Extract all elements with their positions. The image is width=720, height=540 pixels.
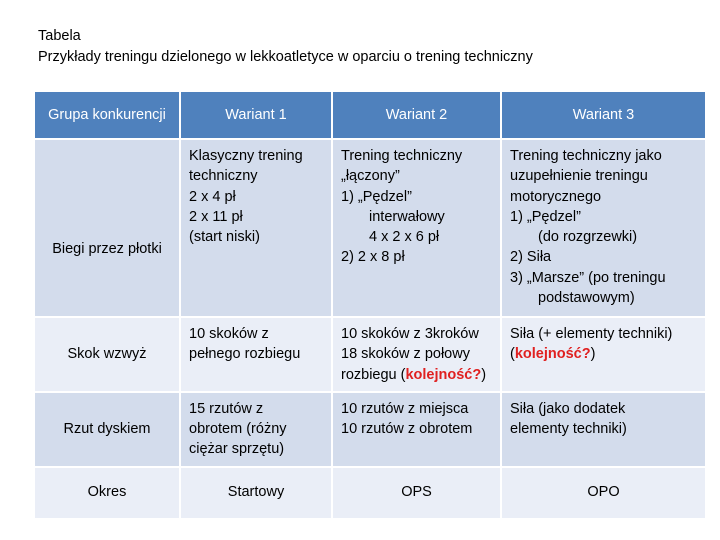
table-row (34, 392, 706, 467)
text-line: pełnego rozbiegu (189, 346, 301, 363)
order-question: kolejność? (514, 346, 591, 363)
variant3-cell (501, 467, 706, 519)
variant3-cell (501, 392, 706, 467)
text-line: 10 rzutów z miejsca (341, 400, 469, 417)
text-line: Klasyczny trening (189, 148, 303, 164)
text-line: 4 x 2 x 6 pł (369, 229, 440, 246)
group-cell (34, 467, 180, 519)
text-fragment: ) (481, 366, 487, 383)
group-label: Skok wzwyż (67, 346, 147, 363)
text-line: 1) „Pędzel” (341, 188, 412, 205)
text-line: 3) „Marsze” (po treningu (510, 269, 666, 286)
table-caption (38, 26, 533, 68)
text-line: ciężar sprzętu) (189, 441, 285, 458)
variant2-cell (332, 392, 501, 467)
table-row (34, 317, 706, 392)
variant3-cell (501, 139, 706, 317)
group-label: Okres (87, 483, 127, 500)
text-line: (do rozgrzewki) (538, 229, 638, 246)
text-line: 18 skoków z połowy (341, 346, 470, 363)
group-label: Rzut dyskiem (63, 421, 151, 438)
text-line: 10 skoków z 3kroków (341, 326, 479, 342)
variant2-cell (332, 139, 501, 317)
table-row (34, 139, 706, 317)
text-fragment: ( (510, 346, 515, 363)
variant2-cell (332, 317, 501, 392)
header-variant-1: Wariant 1 (180, 91, 332, 139)
text-line: 2) Siła (510, 249, 552, 266)
text-line: 15 rzutów z (189, 400, 264, 417)
variant1-cell (180, 139, 332, 317)
text-line (341, 365, 494, 385)
group-cell (34, 392, 180, 467)
group-cell (34, 317, 180, 392)
header-row (34, 91, 706, 139)
header-variant-2: Wariant 2 (332, 91, 501, 139)
text-line: uzupełnienie treningu (510, 168, 648, 185)
period-value: OPO (587, 483, 620, 500)
order-question: kolejność? (405, 366, 482, 383)
text-line: elementy techniki) (510, 421, 627, 438)
variant1-cell (180, 392, 332, 467)
period-value: Startowy (227, 483, 285, 500)
group-label: Biegi przez płotki (52, 240, 162, 257)
text-line: Trening techniczny jako (510, 148, 662, 164)
text-line: motorycznego (510, 188, 602, 205)
text-line: interwałowy (369, 208, 445, 225)
period-value: OPS (401, 483, 432, 500)
text-line: „łączony” (341, 168, 400, 185)
table-row (34, 467, 706, 519)
text-fragment: ) (590, 346, 596, 363)
text-line: Trening techniczny (341, 148, 463, 164)
text-line: 10 skoków z (189, 326, 269, 342)
text-line: 2 x 4 pł (189, 188, 236, 205)
text-line: obrotem (różny (189, 421, 287, 438)
text-line: techniczny (189, 168, 258, 185)
caption-title: Przykłady treningu dzielonego w lekkoatletyce w oparciu o trening techniczny (38, 49, 533, 65)
header-variant-3: Wariant 3 (501, 91, 706, 139)
variant3-cell (501, 317, 706, 392)
training-table (33, 90, 707, 520)
variant2-cell (332, 467, 501, 519)
text-fragment: rozbiegu ( (341, 366, 406, 383)
text-line: Siła (+ elementy techniki) (510, 326, 673, 342)
variant1-cell (180, 317, 332, 392)
text-line: 2) 2 x 8 pł (341, 249, 405, 266)
text-line: podstawowym) (538, 290, 635, 307)
variant1-cell (180, 467, 332, 519)
text-line: 10 rzutów z obrotem (341, 421, 473, 438)
text-line: Siła (jako dodatek (510, 400, 626, 417)
caption-label: Tabela (38, 28, 81, 44)
text-line: 1) „Pędzel” (510, 208, 581, 225)
header-group: Grupa konkurencji (34, 91, 180, 139)
group-cell (34, 139, 180, 317)
text-line: 2 x 11 pł (189, 208, 243, 225)
text-line (510, 344, 699, 364)
text-line: (start niski) (189, 229, 260, 246)
